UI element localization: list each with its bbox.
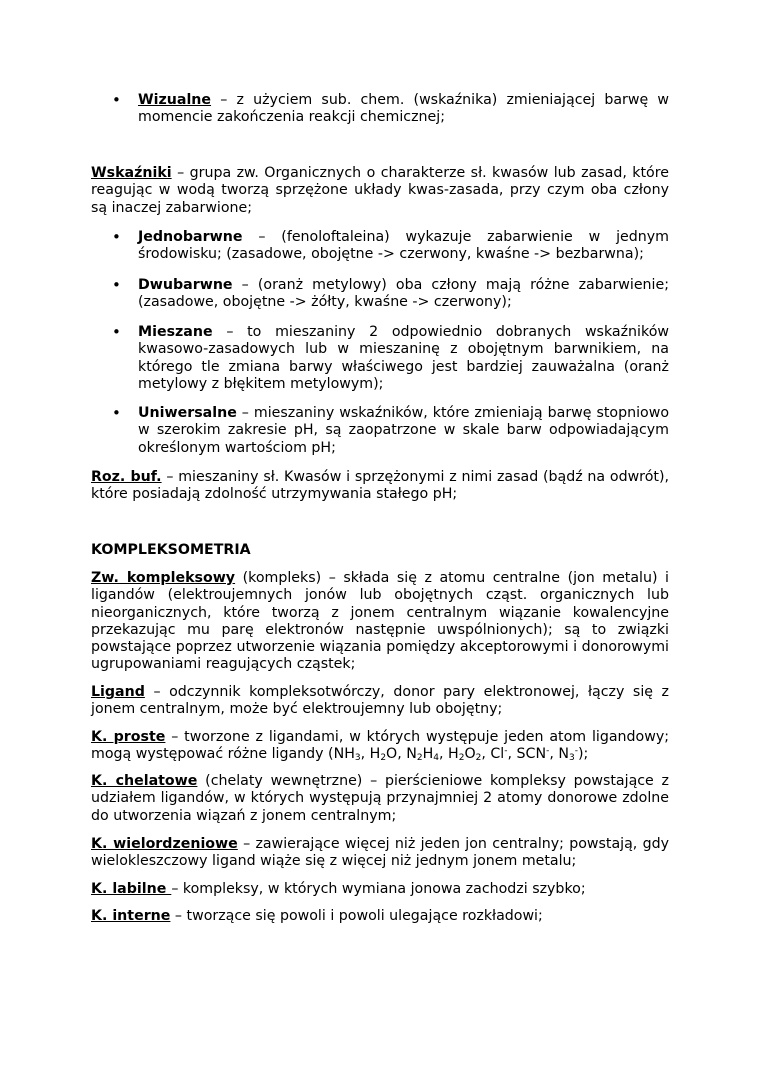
list-item-mieszane	[112, 323, 669, 393]
definition-k-proste: – tworzone z ligandami, w których występuje jeden atom ligandowy; mogą występować różne ligandy (	[91, 729, 670, 763]
definition-zw-kompleksowy: (kompleks) – składa się z atomu centralne (jon metalu) i ligandów (elektroujemnych jonów lub obojętnych cząst. organicznych lub nieorganicznych, które tworzą z jonem centralnym wiązanie kowalencyjne przekazując mu parę elektronów następnie uwspólnionych); są to związki powstające poprzez utworzenie wiązania pomiędzy akceptorowymi i donorowymi ugrupowaniami reagujących cząstek;	[91, 570, 670, 673]
bullet-icon: •	[112, 228, 121, 246]
term-roz-buf: Roz. buf.	[91, 469, 162, 485]
term-wskazniki: Wskaźniki	[91, 165, 172, 181]
list-item-jednobarwne	[112, 228, 669, 264]
list-item-uniwersalne	[112, 404, 669, 457]
formula-h2o2: $H_2O_2$	[448, 746, 482, 764]
definition-k-labilne: – kompleksy, w których wymiana jonowa zachodzi szybko;	[171, 881, 586, 897]
definition-k-interne: – tworzące się powoli i powoli ulegające rozkładowi;	[170, 908, 543, 924]
list-item-dwubarwne	[112, 276, 669, 312]
paragraph-wskazniki	[91, 165, 669, 217]
paragraph-k-labilne	[91, 881, 669, 898]
formula-nh3: $NH_3$	[333, 746, 361, 764]
term-k-proste: K. proste	[91, 729, 166, 745]
bullet-icon: •	[112, 323, 121, 341]
definition-uniwersalne: – mieszaniny wskaźników, które zmieniają barwę stopniowo w szerokim zakresie pH, są zaopatrzone w skale barw odpowiadającym określonym wartościom pH;	[138, 405, 669, 456]
definition-jednobarwne: – (fenoloftaleina) wykazuje zabarwienie w jednym środowisku; (zasadowe, obojętne -> czerwony, kwaśne -> bezbarwna);	[138, 229, 669, 263]
bullet-icon: •	[112, 91, 121, 109]
bullet-icon: •	[112, 404, 121, 422]
definition-k-wielordzeniowe: – zawierające więcej niż jeden jon centralny; powstają, gdy wielokleszczowy ligand wiąże się z więcej niż jednym jonem metalu;	[91, 836, 670, 870]
term-k-chelatowe: K. chelatowe	[91, 773, 198, 789]
term-zw-kompleksowy: Zw. kompleksowy	[91, 570, 236, 586]
term-k-wielordzeniowe: K. wielordzeniowe	[91, 836, 238, 852]
definition-roz-buf: – mieszaniny sł. Kwasów i sprzężonymi z nimi zasad (bądź na odwrót), które posiadają zdolność utrzymywania stałego pH;	[91, 469, 669, 503]
definition-wizualne: – z użyciem sub. chem. (wskaźnika) zmieniającej barwę w momencie zakończenia reakcji chemicznej;	[138, 92, 669, 126]
formula-cl: Cl-	[490, 746, 508, 763]
term-uniwersalne: Uniwersalne	[138, 405, 237, 421]
paragraph-zw-kompleksowy	[91, 570, 669, 674]
formula-scn: SCN-	[516, 746, 550, 763]
term-ligand: Ligand	[91, 684, 145, 700]
definition-ligand: – odczynnik kompleksotwórczy, donor pary elektronowej, łączy się z jonem centralnym, może być elektroujemny lub obojętny;	[91, 684, 669, 718]
term-k-interne: K. interne	[91, 908, 171, 924]
term-mieszane: Mieszane	[138, 324, 213, 340]
formula-h2o: $H_2O$	[369, 746, 398, 764]
term-jednobarwne: Jednobarwne	[138, 229, 243, 245]
section-heading: KOMPLEKSOMETRIA	[91, 542, 251, 558]
paragraph-k-wielordzeniowe	[91, 836, 669, 871]
formula-n3: $N_3^-$	[558, 746, 578, 764]
definition-wskazniki: – grupa zw. Organicznych o charakterze sł. kwasów lub zasad, które reagując w wodą tworzą sprzężone układy kwas-zasada, przy czym oba człony są inaczej zabarwione;	[91, 165, 669, 216]
paragraph-k-proste: K. proste – tworzone z ligandami, w których występuje jeden atom ligandowy; mogą występować różne ligandy ($NH_3$, $H_2O$, $N_2H_4$, $H_2O_2$, Cl-, SCN-, $N_3^-$);	[91, 729, 670, 764]
definition-k-chelatowe: (chelaty wewnętrzne) – pierścieniowe kompleksy powstające z udziałem ligandów, w których występują przynajmniej 2 atomy donorowe zdolne do utworzenia wiązań z jonem centralnym;	[91, 773, 669, 824]
formula-n2h4: $N_2H_4$	[406, 746, 440, 764]
paragraph-ligand	[91, 684, 669, 719]
definition-dwubarwne: – (oranż metylowy) oba człony mają różne zabarwienie; (zasadowe, obojętne -> żółty, kwaśne -> czerwony);	[138, 277, 669, 311]
bullet-icon: •	[112, 276, 121, 294]
term-wizualne: Wizualne	[138, 92, 212, 108]
definition-mieszane: – to mieszaniny 2 odpowiednio dobranych wskaźników kwasowo-zasadowych lub w mieszaninę z obojętnym barwnikiem, na którego tle zmiana barwy właściwego jest bardziej zauważalna (oranż metylowy z błękitem metylowym);	[138, 324, 669, 392]
term-dwubarwne: Dwubarwne	[138, 277, 233, 293]
paragraph-k-chelatowe	[91, 773, 669, 825]
term-k-labilne: K. labilne	[91, 881, 172, 897]
paragraph-k-interne	[91, 908, 669, 925]
paragraph-roz-buf	[91, 469, 669, 504]
list-item-wizualne	[112, 91, 669, 127]
